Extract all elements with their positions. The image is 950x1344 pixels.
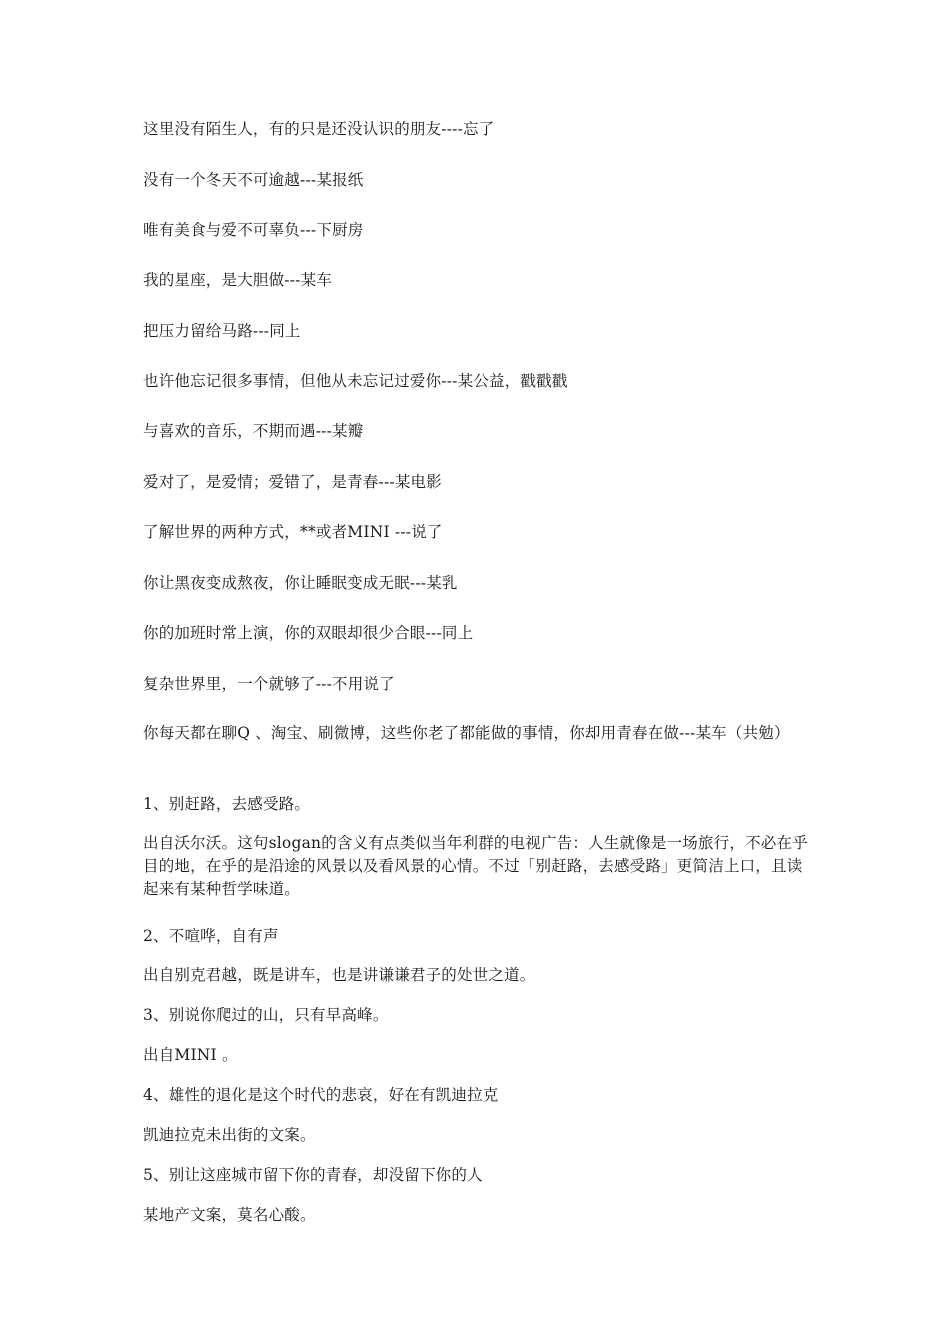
item-description: 凯迪拉克未出街的文案。	[143, 1126, 316, 1144]
item-title: 2、不喧哗，自有声	[143, 927, 279, 945]
item-title: 5、别让这座城市留下你的青春，却没留下你的人	[143, 1166, 483, 1184]
slogan-line: 你的加班时常上演，你的双眼却很少合眼---同上	[143, 624, 474, 642]
item-description: 出自别克君越，既是讲车，也是讲谦谦君子的处世之道。	[143, 966, 536, 984]
slogan-line: 没有一个冬天不可逾越---某报纸	[143, 171, 364, 189]
slogan-line: 把压力留给马路---同上	[143, 322, 301, 340]
item-description: 出自沃尔沃。这句slogan的含义有点类似当年利群的电视广告：人生就像是一场旅行，不必在乎目的地，在乎的是沿途的风景以及看风景的心情。不过「别赶路，去感受路」更简洁上口，且读起来有某种哲学味道。	[143, 834, 808, 898]
slogan-line: 与喜欢的音乐，不期而遇---某瓣	[143, 422, 364, 440]
slogan-line: 复杂世界里，一个就够了---不用说了	[143, 675, 395, 693]
item-description: 出自MINI 。	[143, 1046, 238, 1064]
slogan-line: 你让黑夜变成熬夜，你让睡眠变成无眠---某乳	[143, 574, 458, 592]
item-title: 1、别赶路，去感受路。	[143, 795, 311, 813]
item-description: 某地产文案，莫名心酸。	[143, 1206, 316, 1224]
slogan-line: 我的星座，是大胆做---某车	[143, 271, 333, 289]
slogan-line: 爱对了，是爱情；爱错了，是青春---某电影	[143, 473, 442, 491]
slogan-line: 你每天都在聊Q 、淘宝、刷微博，这些你老了都能做的事情，你却用青春在做---某车（共勉）	[143, 724, 790, 742]
item-title: 4、雄性的退化是这个时代的悲哀，好在有凯迪拉克	[143, 1086, 499, 1104]
slogan-line: 了解世界的两种方式，**或者MINI ---说了	[143, 523, 443, 541]
slogan-line: 也许他忘记很多事情，但他从未忘记过爱你---某公益，戳戳戳	[143, 372, 568, 390]
slogan-line: 唯有美食与爱不可辜负---下厨房	[143, 221, 364, 239]
slogan-line: 这里没有陌生人，有的只是还没认识的朋友----忘了	[143, 120, 495, 138]
item-title: 3、别说你爬过的山，只有早高峰。	[143, 1006, 389, 1024]
